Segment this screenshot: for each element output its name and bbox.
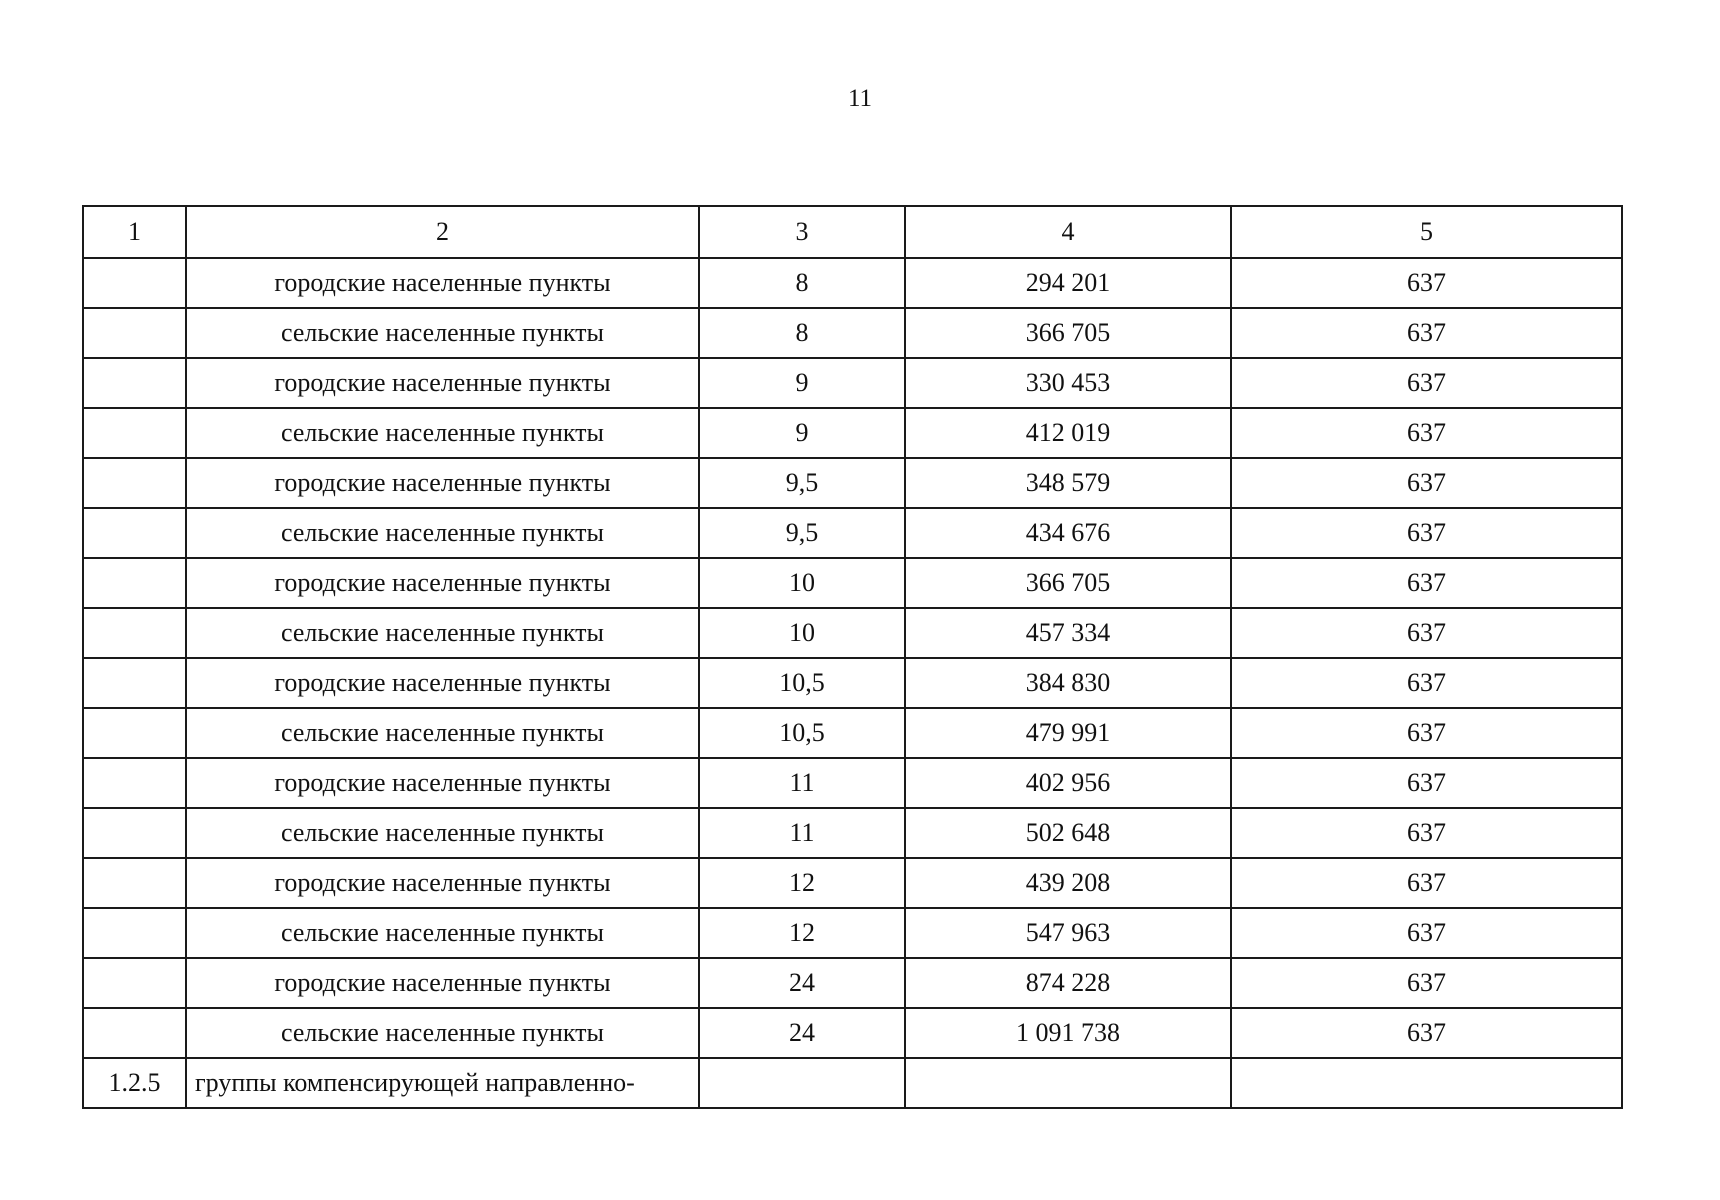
table-row [83,408,1622,458]
settlement-type-cell: городские населенные пункты [186,958,699,1008]
row-number-cell [83,908,186,958]
value-col3-cell: 24 [699,1008,905,1058]
value-col5-cell: 637 [1231,808,1622,858]
settlement-type-cell: городские населенные пункты [186,658,699,708]
value-col4-cell: 874 228 [905,958,1231,1008]
value-col5-cell: 637 [1231,1008,1622,1058]
value-col3-cell: 10 [699,558,905,608]
value-col5-cell: 637 [1231,858,1622,908]
value-col4-cell: 547 963 [905,908,1231,958]
data-table [82,205,1623,1109]
value-col4-cell: 348 579 [905,458,1231,508]
settlement-type-cell: городские населенные пункты [186,858,699,908]
value-col4-cell: 366 705 [905,308,1231,358]
value-col5-cell: 637 [1231,608,1622,658]
value-col5-cell: 637 [1231,358,1622,408]
value-col4-cell: 330 453 [905,358,1231,408]
value-col3-cell: 9 [699,408,905,458]
value-col4-cell: 1 091 738 [905,1008,1231,1058]
settlement-type-cell: сельские населенные пункты [186,708,699,758]
value-col5-cell: 637 [1231,708,1622,758]
header-cell-3: 3 [699,206,905,258]
value-col3-cell: 11 [699,758,905,808]
value-col5-cell: 637 [1231,458,1622,508]
row-number-cell [83,658,186,708]
row-number-cell: 1.2.5 [83,1058,186,1108]
row-number-cell [83,558,186,608]
value-col3-cell: 11 [699,808,905,858]
value-col5-cell: 637 [1231,758,1622,808]
settlement-type-cell: городские населенные пункты [186,458,699,508]
settlement-type-cell: сельские населенные пункты [186,608,699,658]
table-row [83,458,1622,508]
value-col5-cell: 637 [1231,558,1622,608]
table-row [83,908,1622,958]
settlement-type-cell: сельские населенные пункты [186,508,699,558]
settlement-type-cell: городские населенные пункты [186,758,699,808]
value-col4-cell: 294 201 [905,258,1231,308]
row-number-cell [83,458,186,508]
value-col4-cell: 434 676 [905,508,1231,558]
row-number-cell [83,358,186,408]
table-row [83,608,1622,658]
value-col3-cell: 24 [699,958,905,1008]
value-col5-cell: 637 [1231,958,1622,1008]
row-number-cell [83,308,186,358]
settlement-type-cell: городские населенные пункты [186,258,699,308]
row-number-cell [83,508,186,558]
value-col5-cell: 637 [1231,658,1622,708]
row-number-cell [83,858,186,908]
value-col3-cell: 12 [699,908,905,958]
table-row [83,1058,1622,1108]
row-number-cell [83,258,186,308]
table-body [83,206,1622,1108]
row-number-cell [83,958,186,1008]
value-col3-cell: 9 [699,358,905,408]
settlement-type-cell: сельские населенные пункты [186,808,699,858]
row-number-cell [83,708,186,758]
header-cell-4: 4 [905,206,1231,258]
value-col3-cell: 10,5 [699,658,905,708]
value-col3-cell: 8 [699,308,905,358]
settlement-type-cell: сельские населенные пункты [186,908,699,958]
header-cell-1: 1 [83,206,186,258]
value-col3-cell: 10 [699,608,905,658]
value-col5-cell: 637 [1231,308,1622,358]
value-col3-cell: 12 [699,858,905,908]
value-col4-cell: 439 208 [905,858,1231,908]
table-row [83,708,1622,758]
table-row [83,958,1622,1008]
value-col4-cell: 384 830 [905,658,1231,708]
value-col4-cell: 366 705 [905,558,1231,608]
table-row [83,258,1622,308]
value-col4-cell: 502 648 [905,808,1231,858]
settlement-type-cell: группы компенсирующей направленно- [186,1058,699,1108]
table-row [83,858,1622,908]
table-row [83,808,1622,858]
header-cell-2: 2 [186,206,699,258]
header-cell-5: 5 [1231,206,1622,258]
row-number-cell [83,808,186,858]
value-col5-cell: 637 [1231,508,1622,558]
settlement-type-cell: сельские населенные пункты [186,1008,699,1058]
settlement-type-cell: городские населенные пункты [186,358,699,408]
value-col4-cell: 457 334 [905,608,1231,658]
table-row [83,758,1622,808]
row-number-cell [83,608,186,658]
value-col5-cell: 637 [1231,908,1622,958]
value-col4-cell [905,1058,1231,1108]
value-col5-cell [1231,1058,1622,1108]
table-header-row [83,206,1622,258]
page-number: 11 [847,85,873,112]
value-col4-cell: 412 019 [905,408,1231,458]
table-row [83,558,1622,608]
row-number-cell [83,758,186,808]
settlement-type-cell: городские населенные пункты [186,558,699,608]
value-col3-cell [699,1058,905,1108]
value-col4-cell: 402 956 [905,758,1231,808]
table-row [83,658,1622,708]
value-col5-cell: 637 [1231,258,1622,308]
value-col3-cell: 8 [699,258,905,308]
table-row [83,308,1622,358]
value-col3-cell: 9,5 [699,458,905,508]
row-number-cell [83,408,186,458]
value-col5-cell: 637 [1231,408,1622,458]
settlement-type-cell: сельские населенные пункты [186,408,699,458]
table-row [83,508,1622,558]
value-col3-cell: 9,5 [699,508,905,558]
value-col4-cell: 479 991 [905,708,1231,758]
settlement-type-cell: сельские населенные пункты [186,308,699,358]
value-col3-cell: 10,5 [699,708,905,758]
table-row [83,1008,1622,1058]
table-row [83,358,1622,408]
row-number-cell [83,1008,186,1058]
